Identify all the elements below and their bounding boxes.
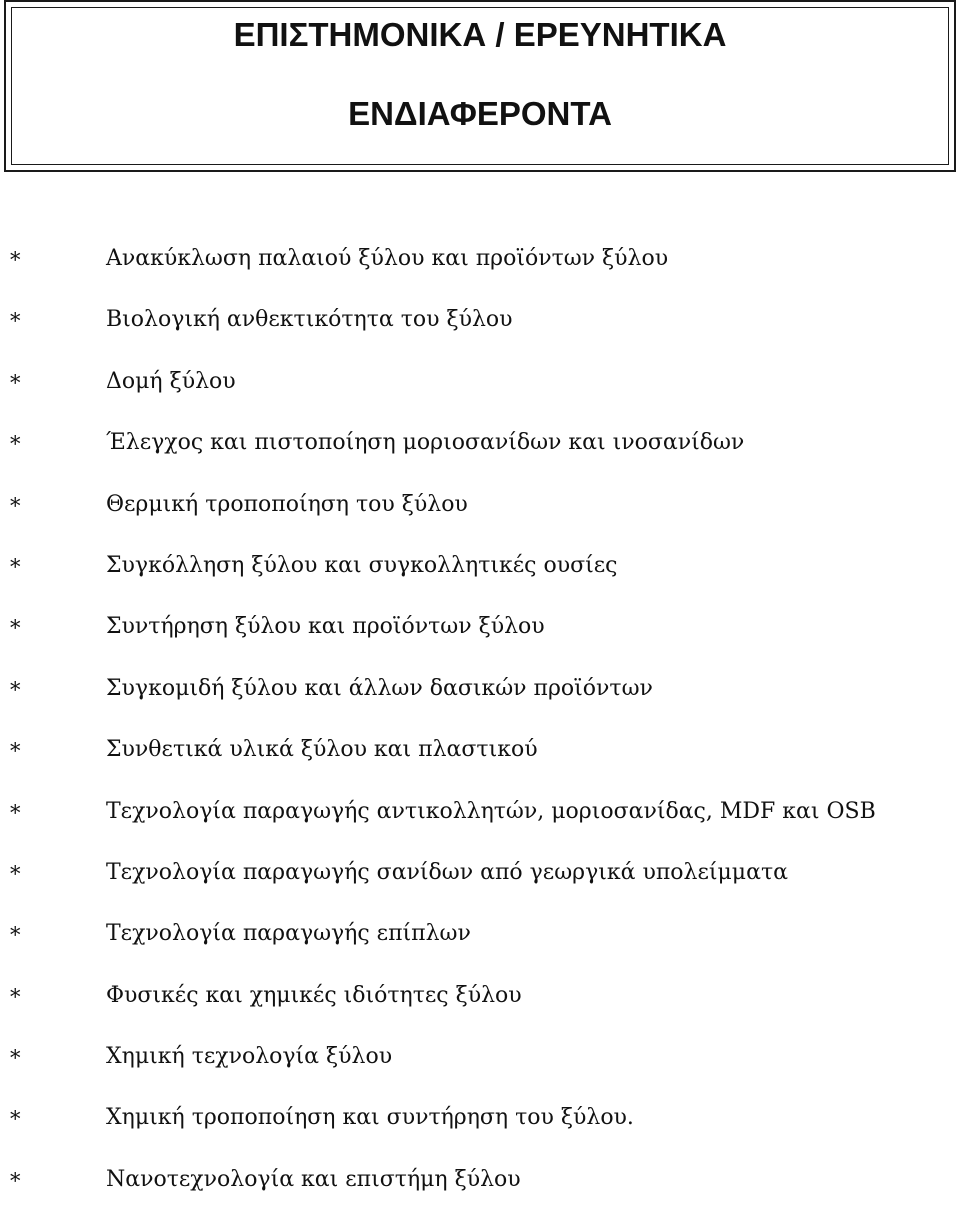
list-item-text: Ανακύκλωση παλαιού ξύλου και προϊόντων ξύλου — [106, 246, 669, 271]
list-item-text: Θερμική τροποποίηση του ξύλου — [106, 491, 468, 517]
bullet-asterisk: * — [10, 923, 21, 948]
list-item — [0, 860, 960, 921]
bullet-asterisk: * — [10, 861, 21, 886]
title-line-2: ΕΝΔΙΑΦΕΡΟΝΤΑ — [348, 95, 612, 132]
bullet-asterisk: * — [10, 1168, 21, 1193]
bullet-asterisk: * — [10, 1046, 21, 1071]
list-item-text: Φυσικές και χημικές ιδιότητες ξύλου — [106, 982, 522, 1008]
list-item — [0, 430, 960, 491]
bullet-asterisk: * — [10, 677, 21, 702]
list-item — [0, 983, 960, 1044]
list-item — [0, 1167, 960, 1228]
list-item-text: Συντήρηση ξύλου και προϊόντων ξύλου — [106, 614, 545, 640]
interests-list — [0, 246, 960, 1228]
list-item — [0, 1105, 960, 1166]
list-item — [0, 246, 960, 307]
list-item-text: Χημική τεχνολογία ξύλου — [106, 1044, 393, 1070]
bullet-asterisk: * — [10, 800, 21, 825]
list-item-text: Έλεγχος και πιστοποίηση μοριοσανίδων και ινοσανίδων — [106, 430, 745, 456]
list-item-text: Χημική τροποποίηση και συντήρηση του ξύλου. — [106, 1105, 634, 1131]
title-line-1: ΕΠΙΣΤΗΜΟΝΙΚΑ / ΕΡΕΥΝΗΤΙΚΑ — [233, 16, 727, 53]
bullet-asterisk: * — [10, 370, 21, 395]
list-item-text: Τεχνολογία παραγωγής σανίδων από γεωργικά υπολείμματα — [106, 859, 788, 885]
list-item — [0, 737, 960, 798]
bullet-asterisk: * — [10, 616, 21, 641]
list-item — [0, 1044, 960, 1105]
list-item-text: Συγκόλληση ξύλου και συγκολλητικές ουσίες — [106, 552, 618, 578]
list-item — [0, 492, 960, 553]
list-item — [0, 614, 960, 675]
bullet-asterisk: * — [10, 309, 21, 334]
list-item — [0, 553, 960, 614]
list-item — [0, 921, 960, 982]
list-item — [0, 369, 960, 430]
list-item-text: Δομή ξύλου — [106, 368, 236, 394]
title-box — [4, 0, 956, 172]
bullet-asterisk: * — [10, 739, 21, 764]
list-item-text: Βιολογική ανθεκτικότητα του ξύλου — [106, 307, 513, 333]
list-item-text: Συγκομιδή ξύλου και άλλων δασικών προϊόντων — [106, 675, 653, 701]
list-item-text: Τεχνολογία παραγωγής αντικολλητών, μοριοσανίδας, MDF και OSB — [106, 798, 876, 824]
bullet-asterisk: * — [10, 493, 21, 518]
list-item — [0, 799, 960, 860]
list-item-text: Συνθετικά υλικά ξύλου και πλαστικού — [106, 737, 538, 763]
bullet-asterisk: * — [10, 1107, 21, 1132]
list-item-text: Τεχνολογία παραγωγής επίπλων — [106, 921, 471, 947]
list-item — [0, 676, 960, 737]
list-item-text: Νανοτεχνολογία και επιστήμη ξύλου — [106, 1166, 521, 1192]
bullet-asterisk: * — [10, 248, 21, 272]
bullet-asterisk: * — [10, 554, 21, 579]
bullet-asterisk: * — [10, 984, 21, 1009]
list-item — [0, 307, 960, 368]
bullet-asterisk: * — [10, 432, 21, 457]
